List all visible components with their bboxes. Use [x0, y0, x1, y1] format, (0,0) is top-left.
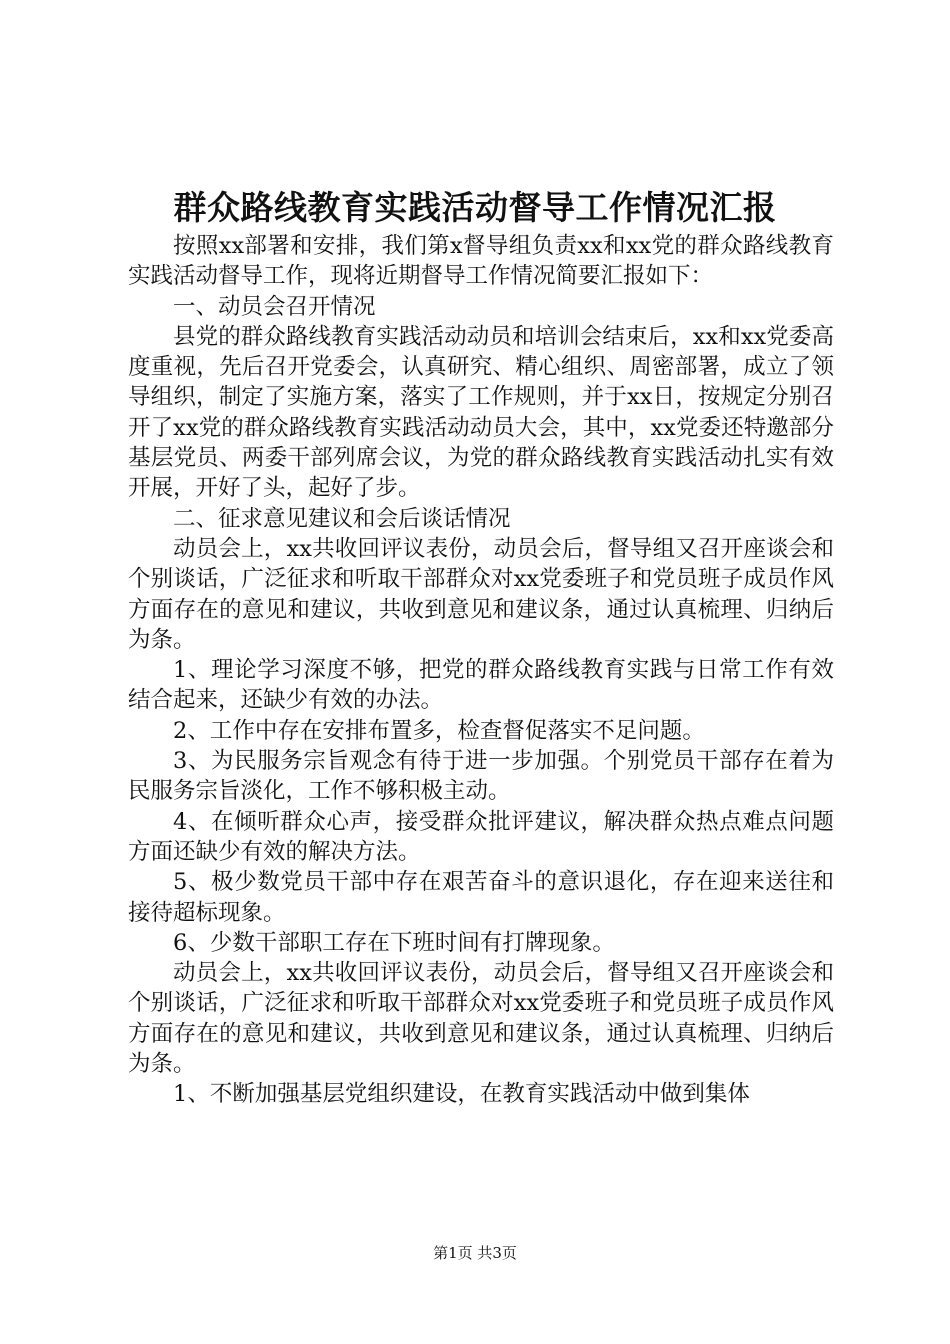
document-title: 群众路线教育实践活动督导工作情况汇报 — [173, 188, 777, 227]
list-item-4: 4、在倾听群众心声，接受群众批评建议，解决群众热点难点问题方面还缺少有效的解决方法。 — [128, 808, 834, 865]
list-item-2: 2、工作中存在安排布置多，检查督促落实不足问题。 — [173, 717, 705, 744]
list-item-1: 1、理论学习深度不够，把党的群众路线教育实践与日常工作有效结合起来，还缺少有效的办法。 — [128, 657, 834, 714]
list-item-6: 6、少数干部职工存在下班时间有打牌现象。 — [173, 929, 615, 956]
section-heading-1: 一、动员会召开情况 — [173, 293, 376, 320]
document-body — [128, 231, 834, 1110]
paragraph-intro: 按照xx部署和安排，我们第x督导组负责xx和xx党的群众路线教育实践活动督导工作，现将近期督导工作情况简要汇报如下： — [128, 233, 834, 290]
page-number-footer: 第1页 共3页 — [433, 1244, 517, 1262]
paragraph-repeat: 动员会上，xx共收回评议表份，动员会后，督导组又召开座谈会和个别谈话，广泛征求和听取干部群众对xx党委班子和党员班子成员作风方面存在的意见和建议，共收到意见和建议条，通过认真梳理、归纳后为条。 — [128, 960, 834, 1078]
paragraph-section-1: 县党的群众路线教育实践活动动员和培训会结束后，xx和xx党委高度重视，先后召开党委会，认真研究、精心组织、周密部署，成立了领导组织，制定了实施方案，落实了工作规则，并于xx日，按规定分别召开了xx党的群众路线教育实践活动动员大会，其中，xx党委还特邀部分基层党员、两委干部列席会议，为党的群众路线教育实践活动扎实有效开展，开好了头，起好了步。 — [128, 323, 834, 502]
list-item-3: 3、为民服务宗旨观念有待于进一步加强。个别党员干部存在着为民服务宗旨淡化，工作不够积极主动。 — [128, 748, 834, 805]
section-heading-2: 二、征求意见建议和会后谈话情况 — [173, 505, 511, 532]
list-item-continued: 1、不断加强基层党组织建设，在教育实践活动中做到集体 — [173, 1081, 750, 1108]
list-item-5: 5、极少数党员干部中存在艰苦奋斗的意识退化，存在迎来送往和接待超标现象。 — [128, 869, 834, 926]
paragraph-section-2: 动员会上，xx共收回评议表份，动员会后，督导组又召开座谈会和个别谈话，广泛征求和听取干部群众对xx党委班子和党员班子成员作风方面存在的意见和建议，共收到意见和建议条，通过认真梳理、归纳后为条。 — [128, 535, 834, 653]
